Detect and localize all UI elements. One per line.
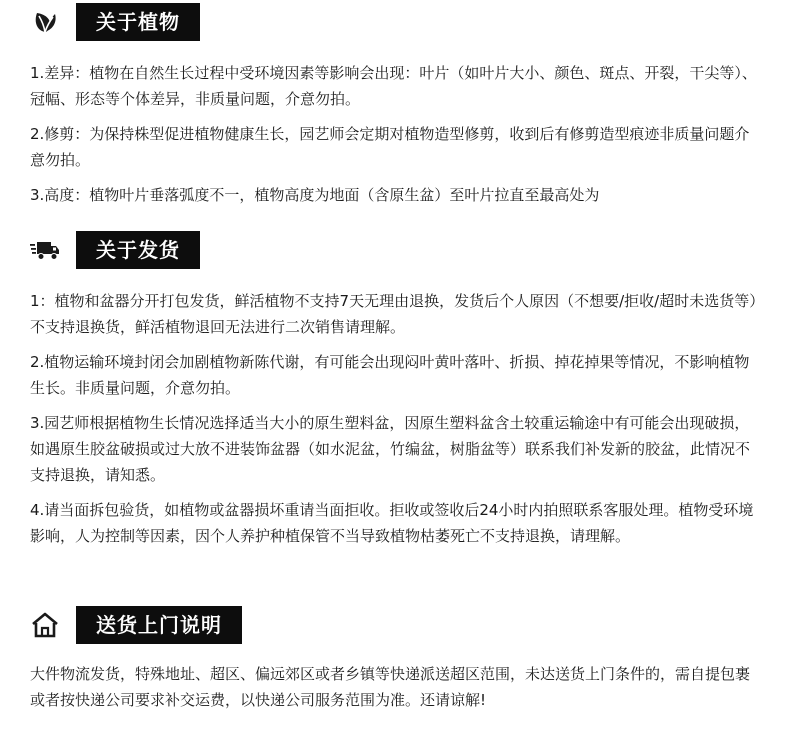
section-header (30, 605, 760, 645)
section-title: 送货上门说明 (76, 606, 242, 644)
paragraph: 2.植物运输环境封闭会加剧植物新陈代谢，有可能会出现闷叶黄叶落叶、折损、掉花掉果等情况，不影响植物生长。非质量问题，介意勿拍。 (30, 353, 750, 397)
paragraph: 3.高度：植物叶片垂落弧度不一，植物高度为地面（含原生盆）至叶片拉直至最高处为 (30, 186, 600, 204)
paragraph: 4.请当面拆包验货，如植物或盆器损坏重请当面拒收。拒收或签收后24小时内拍照联系客服处理。植物受环境影响，人为控制等因素，因个人养护种植保管不当导致植物枯萎死亡不支持退换，请理解。 (30, 501, 754, 545)
section-about-plants (30, 2, 760, 208)
section-title: 关于发货 (76, 231, 200, 269)
paragraph: 1：植物和盆器分开打包发货，鲜活植物不支持7天无理由退换，发货后个人原因（不想要/拒收/超时未选货等）不支持退换货，鲜活植物退回无法进行二次销售请理解。 (30, 292, 757, 336)
paragraph: 2.修剪：为保持株型促进植物健康生长，园艺师会定期对植物造型修剪，收到后有修剪造型痕迹非质量问题介意勿拍。 (30, 125, 750, 169)
delivery-truck-icon (30, 235, 60, 265)
section-body (30, 288, 760, 549)
leaf-icon (30, 7, 60, 37)
home-icon (30, 610, 60, 640)
section-title: 关于植物 (76, 3, 200, 41)
paragraph: 1.差异：植物在自然生长过程中受环境因素等影响会出现：叶片（如叶片大小、颜色、斑点、开裂，干尖等）、冠幅、形态等个体差异，非质量问题，介意勿拍。 (30, 64, 757, 108)
section-body (30, 661, 760, 713)
section-about-shipping (30, 230, 760, 549)
section-header (30, 2, 760, 42)
paragraph: 大件物流发货，特殊地址、超区、偏远郊区或者乡镇等快递派送超区范围，未达送货上门条件的，需自提包裹或者按快递公司要求补交运费，以快递公司服务范围为准。还请谅解! (30, 665, 751, 709)
section-home-delivery (30, 605, 760, 713)
paragraph: 3.园艺师根据植物生长情况选择适当大小的原生塑料盆，因原生塑料盆含土较重运输途中有可能会出现破损，如遇原生胶盆破损或过大放不进装饰盆器（如水泥盆，竹编盆，树脂盆等）联系我们补发新的胶盆，此情况不支持退换，请知悉。 (30, 414, 751, 484)
section-body (30, 60, 760, 208)
section-header (30, 230, 760, 270)
